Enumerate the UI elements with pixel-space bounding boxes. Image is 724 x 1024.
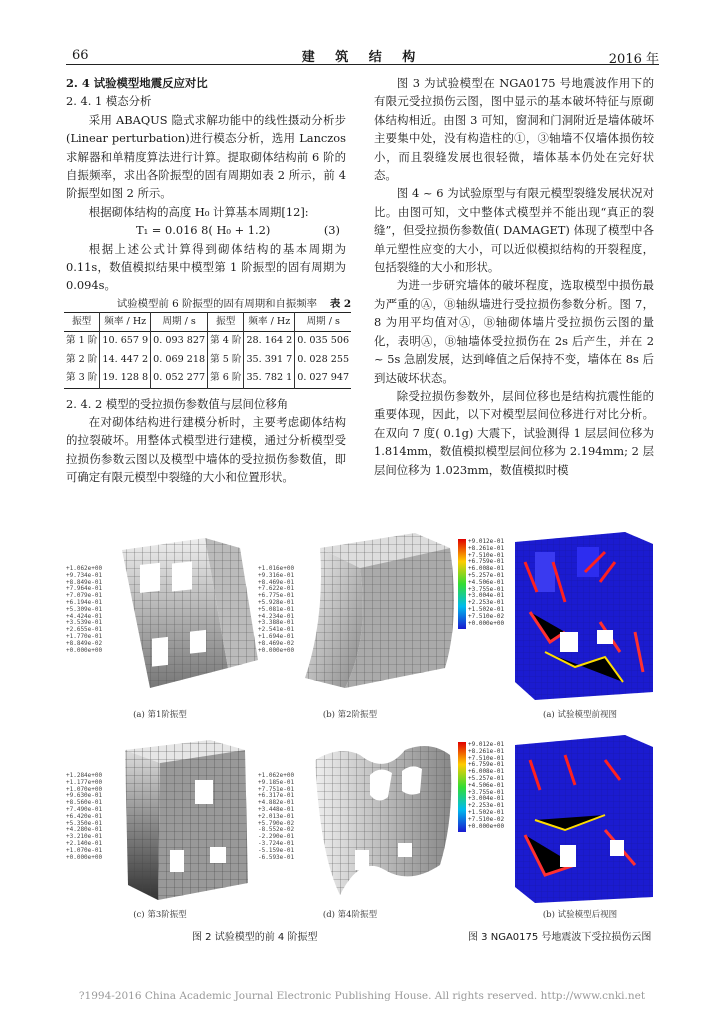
right-column [374,74,654,479]
mode-1-model-image [110,528,260,698]
figure-damage-front [505,532,655,702]
subcaption-damage-back: (b) 试验模型后视图 [542,910,618,920]
section-heading-2-4-2: 2. 4. 2 模型的受拉损伤参数值与层间位移角 [66,396,289,411]
mode-3-model-image [110,735,260,905]
table-cell: 第 5 阶 [208,351,244,369]
legend-value: +9.734e-01 [66,571,103,579]
table-cell: 0. 069 218 [151,351,208,369]
legend-value: +1.070e+00 [66,785,103,793]
legend-value: +1.070e-01 [66,846,103,854]
legend-value: +4.280e-01 [66,826,103,834]
legend-value: +6.420e-01 [66,812,103,820]
figure-3-caption: 图 3 NGA0175 号地震波下受拉损伤云图 [468,932,652,943]
legend-value: +1.284e+00 [66,772,103,779]
subcaption-mode-1: (a) 第1阶振型 [133,710,187,720]
equation-body: T₁ = 0.016 8( H₀ + 1.2) [136,223,271,238]
figure-mode-1 [110,528,260,698]
legend-value: +6.759e-01 [468,761,505,769]
table-cell: 28. 164 2 [244,332,295,351]
legend-value: +8.469e-01 [258,578,295,586]
figure-mode-3 [110,735,260,905]
paragraph-tensile-damage: 在对砌体结构进行建模分析时，主要考虑砌体结构的拉裂破坏。用整体式模型进行建模，通过分析模型受拉损伤参数云图以及模型中墙体的受拉损伤参数值，即可确定有限元模型中裂缝的大小和位置形状。 [66,414,346,485]
legend-value: +0.000e+00 [66,646,103,654]
paragraph-fig3-description: 图 3 为试验模型在 NGA0175 号地震波作用下的有限元受拉损伤云图，图中显示的基本破坏特征与原砌体结构相近。由图 3 可知，窗洞和门洞附近是墙体破坏主要集中处，没有构造柱的①，③轴墙不仅墙体损伤较小，而且裂缝发展也很轻微，墙体基本仍处在完好状态。 [374,76,654,183]
legend-value: +2.541e-01 [258,626,295,634]
legend-value: +3.004e-01 [468,795,505,803]
paragraph-story-drift: 除受拉损伤参数外，层间位移也是结构抗震性能的重要体现，因此，以下对模型层间位移进行对比分析。在双向 7 度( 0.1g) 大震下，试验测得 1 层层间位移为 1.814mm，数值模拟模型层间位移为 2.194mm; 2 层层间位移为 1.023mm，数值模拟时模 [374,388,654,477]
legend-value: +1.694e-01 [258,632,295,640]
legend-value: +6.759e-01 [468,558,505,566]
page-header [66,44,659,65]
legend-value: +7.490e-01 [66,805,103,813]
legend-value: +9.012e-01 [468,538,505,545]
table-cell: 第 6 阶 [208,369,244,388]
table-row [64,332,351,351]
legend-value: +5.928e-01 [258,598,295,606]
legend-value: +1.770e-01 [66,632,103,640]
figure-mode-2 [300,528,460,698]
legend-value: -8.552e-02 [258,826,295,834]
legend-value: +8.849e-02 [66,639,103,647]
table-header-cell: 频率 / Hz [100,312,151,331]
legend-value: +7.079e-01 [66,592,103,600]
legend-value: +9.316e-01 [258,571,295,579]
legend-value: -2.290e-01 [258,833,295,841]
equation-3 [66,221,346,239]
legend-value: +5.081e-01 [258,605,295,613]
legend-value: +1.062e+00 [66,565,103,572]
legend-value: +4.506e-01 [468,578,505,586]
legend-value: +6.008e-01 [468,768,505,776]
legend-mode-1 [66,566,102,654]
legend-mode-2 [258,566,294,654]
table-header-cell: 振型 [72,315,92,327]
equation-number: (3) [323,223,340,238]
paragraph-modal-analysis: 采用 ABAQUS 隐式求解功能中的线性摄动分析步(Linear perturbation)进行模态分析，选用 Lanczos 求解器和单精度算法进行计算。提取砌体结构前 6 阶的自振频率，求出各阶振型的固有周期如表 2 所示，前 4 阶振型如图 2 所示。 [66,112,346,201]
legend-value: +9.012e-01 [468,741,505,748]
legend-value: +2.253e-01 [468,599,505,607]
legend-value: +1.177e+00 [66,778,103,786]
legend-value: +8.261e-01 [468,747,505,755]
table-cell: 35. 782 1 [244,369,295,388]
table-cell: 第 3 阶 [66,372,98,384]
legend-value: +7.510e-01 [468,551,505,559]
legend-value: +3.539e-01 [66,619,103,627]
table-cell: 0. 052 277 [151,369,208,388]
table-header-cell: 周期 / s [295,312,351,331]
legend-damage-back [468,742,504,830]
legend-value: +5.257e-01 [468,774,505,782]
table-2-number: 表 2 [329,297,352,310]
legend-value: +7.964e-01 [66,585,103,593]
table-cell: 0. 035 506 [295,332,351,351]
legend-value: +5.790e-02 [258,819,295,827]
table-cell: 35. 391 7 [244,351,295,369]
table-header-row [64,312,351,331]
legend-value: +4.882e-01 [258,799,295,807]
table-header-cell: 频率 / Hz [244,312,295,331]
figure-damage-back [505,735,655,905]
legend-value: +5.309e-01 [66,605,103,613]
subcaption-damage-front: (a) 试验模型前视图 [543,710,617,720]
legend-value: +0.000e+00 [468,822,505,830]
legend-value: +7.751e-01 [258,785,295,793]
legend-value: +8.849e-01 [66,578,103,586]
legend-value: +1.016e+00 [258,565,295,572]
legend-value: +2.140e-01 [66,839,103,847]
table-cell: 0. 027 947 [295,369,351,388]
section-heading-2-4: 2. 4 试验模型地震反应对比 [66,76,208,90]
page-number: 66 [72,48,89,63]
mode-4-model-image [300,735,460,905]
legend-value: +9.630e-01 [66,792,103,800]
legend-value: +2.253e-01 [468,802,505,810]
journal-year: 2016 年 [608,52,659,67]
legend-value: +3.004e-01 [468,592,505,600]
legend-value: +4.234e-01 [258,612,295,620]
legend-value: +8.560e-01 [66,799,103,807]
legend-value: +3.388e-01 [258,619,295,627]
colorbar-back [458,742,466,832]
legend-damage-front [468,539,504,627]
table-header-cell: 振型 [208,312,244,331]
table-2-caption [64,297,351,312]
figure-2-caption: 图 2 试验模型的前 4 阶振型 [192,932,318,943]
legend-value: +4.506e-01 [468,781,505,789]
legend-value: +9.185e-01 [258,778,295,786]
legend-value: +8.469e-02 [258,639,295,647]
legend-value: +7.622e-01 [258,585,295,593]
table-row [64,369,351,388]
section-heading-2-4-1: 2. 4. 1 模态分析 [66,94,152,109]
paragraph-period-intro: 根据砌体结构的高度 H₀ 计算基本周期[12]: [88,204,309,219]
legend-value: +2.655e-01 [66,626,103,634]
table-cell: 0. 093 827 [151,332,208,351]
legend-value: +7.510e-01 [468,754,505,762]
legend-mode-4 [258,773,294,861]
legend-value: +3.755e-01 [468,585,505,593]
legend-value: -5.159e-01 [258,846,295,854]
mode-2-model-image [300,528,460,698]
table-cell: 第 2 阶 [66,353,98,365]
legend-value: +0.000e+00 [258,646,295,654]
legend-value: -3.724e-01 [258,839,295,847]
legend-value: +3.210e-01 [66,833,103,841]
paragraph-crack-comparison: 图 4 ~ 6 为试验原型与有限元模型裂缝发展状况对比。由图可知，文中整体式模型并不能出现“真正的裂缝”，但受拉损伤参数值( DAMAGET) 体现了模型中各单元塑性应变的大小，可以近似模拟结构的开裂程度，包括裂缝的大小和形状。 [374,186,654,275]
table-cell: 10. 657 9 [100,332,151,351]
legend-value: +4.424e-01 [66,612,103,620]
legend-value: +2.013e-01 [258,812,295,820]
legend-value: +7.510e-02 [468,612,505,620]
subcaption-mode-4: (d) 第4阶振型 [322,910,378,920]
journal-title: 建 筑 结 构 [301,50,424,65]
damage-front-model-image [505,532,655,702]
table-2 [64,297,351,389]
table-cell: 第 1 阶 [66,335,98,347]
legend-mode-3 [66,773,102,861]
legend-value: +1.062e+00 [258,772,295,779]
legend-value: +5.350e-01 [66,819,103,827]
table-row [64,351,351,369]
left-column [66,74,352,487]
figure-mode-4 [300,735,460,905]
legend-value: +3.755e-01 [468,788,505,796]
legend-value: +7.510e-02 [468,815,505,823]
table-cell: 0. 028 255 [295,351,351,369]
legend-value: +5.257e-01 [468,571,505,579]
legend-value: +1.502e-01 [468,808,505,816]
table-cell: 14. 447 2 [100,351,151,369]
legend-value: +3.448e-01 [258,805,295,813]
legend-value: +8.261e-01 [468,544,505,552]
legend-value: +0.000e+00 [66,853,103,861]
legend-value: +0.000e+00 [468,619,505,627]
legend-value: -6.593e-01 [258,853,295,861]
subcaption-mode-2: (b) 第2阶振型 [322,710,378,720]
legend-value: +1.502e-01 [468,605,505,613]
table-2-title: 试验模型前 6 阶振型的固有周期和自振频率 [116,297,318,310]
legend-value: +6.775e-01 [258,592,295,600]
colorbar-front [458,539,466,629]
legend-value: +6.194e-01 [66,598,103,606]
copyright-footer: ?1994-2016 China Academic Journal Electronic Publishing House. All rights reserved. http://www.cnki.net [78,990,646,1002]
subcaption-mode-3: (c) 第3阶振型 [133,910,187,920]
table-header-cell: 周期 / s [151,312,208,331]
paragraph-damage-quantification: 为进一步研究墙体的破坏程度，选取模型中损伤最为严重的Ⓐ，Ⓑ轴纵墙进行受拉损伤参数分析。图 7，8 为用平均值对Ⓐ，Ⓑ轴砌体墙片受拉损伤云图的量化，表明Ⓐ，Ⓑ轴墙体受拉损伤在 2s 后产生，并在 2 ~ 5s 急剧发展，达到峰值之后保持不变，墙体在 8s 后到达破坏状态。 [374,278,654,385]
table-cell: 第 4 阶 [208,332,244,351]
table-cell: 19. 128 8 [100,369,151,388]
legend-value: +6.008e-01 [468,565,505,573]
damage-back-model-image [505,735,655,905]
legend-value: +6.317e-01 [258,792,295,800]
paragraph-period-result: 根据上述公式计算得到砌体结构的基本周期为 0.11s，数值模拟结果中模型第 1 阶振型的固有周期为 0.094s。 [66,241,346,293]
